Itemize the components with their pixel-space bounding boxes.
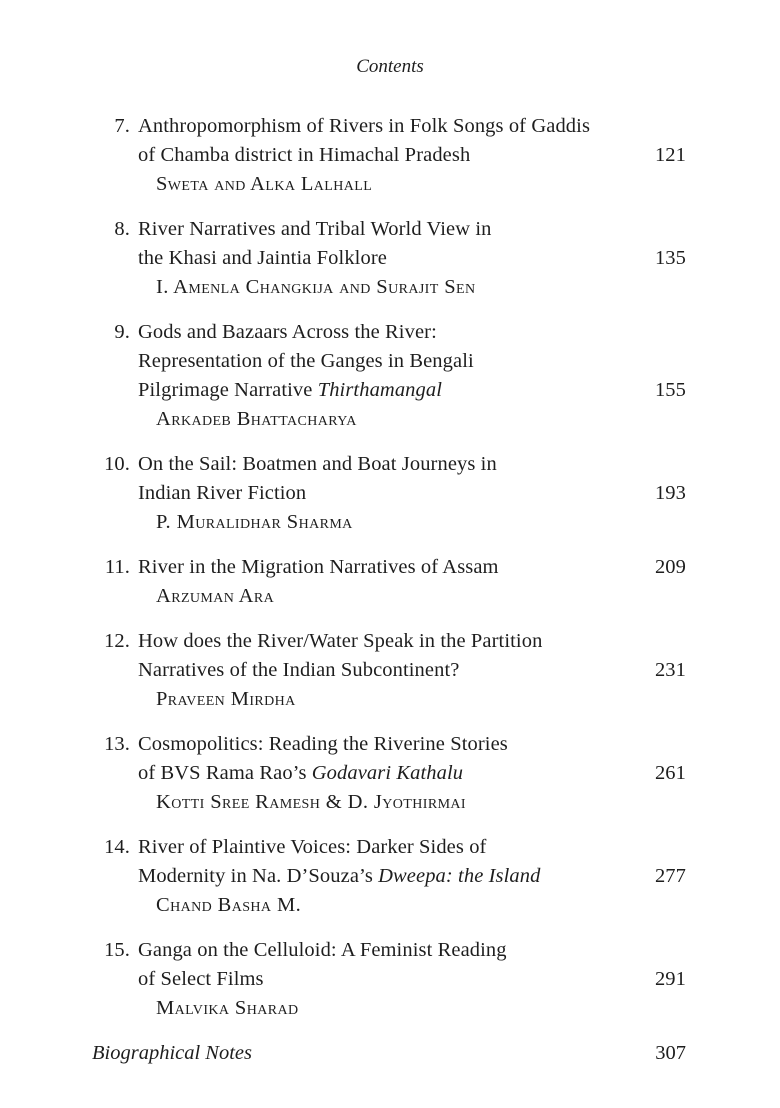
chapter-title (138, 215, 491, 244)
chapter-author: I. Amenla Changkija and Surajit Sen (156, 276, 476, 298)
page-number: 209 (654, 556, 686, 578)
entry-title-line (0, 244, 780, 273)
chapter-number: 8. (114, 218, 130, 240)
entry-title-line (0, 318, 780, 347)
italic-title-text: Thirthamangal (317, 379, 443, 401)
chapter-title (138, 965, 264, 994)
title-text: of Select Films (138, 968, 264, 990)
chapter-number: 15. (104, 939, 130, 961)
entry-title-line (0, 112, 780, 141)
chapter-author: Arkadeb Bhattacharya (156, 408, 357, 430)
chapter-author: Arzuman Ara (156, 585, 275, 607)
italic-title-text: Dweepa: the Island (378, 865, 541, 887)
chapter-title (138, 730, 508, 759)
entry-title-line (0, 833, 780, 862)
chapter-author: Malvika Sharad (156, 997, 299, 1019)
entry-title-line (0, 347, 780, 376)
chapter-title (138, 318, 437, 347)
chapter-author: Sweta and Alka Lalhall (156, 173, 373, 195)
chapter-number: 7. (114, 115, 130, 137)
table-of-contents (0, 112, 780, 1068)
toc-entry[interactable] (0, 936, 780, 1023)
title-text: How does the River/Water Speak in the Partition (138, 630, 543, 652)
title-text: of BVS Rama Rao’s (138, 762, 312, 784)
toc-entry[interactable] (0, 318, 780, 434)
chapter-author: Chand Basha M. (156, 894, 302, 916)
chapter-title (138, 450, 497, 479)
toc-entry[interactable] (0, 627, 780, 714)
title-text: Pilgrimage Narrative (138, 379, 318, 401)
title-text: Narratives of the Indian Subcontinent? (138, 659, 460, 681)
chapter-title (138, 112, 590, 141)
chapter-title (138, 936, 507, 965)
title-text: River Narratives and Tribal World View in (138, 218, 492, 240)
entry-title-line (0, 627, 780, 656)
title-text: Representation of the Ganges in Bengali (138, 350, 474, 372)
entry-title-line (0, 553, 780, 582)
chapter-number: 11. (104, 556, 130, 578)
toc-entry[interactable] (0, 215, 780, 302)
running-head: Contents (356, 56, 424, 77)
toc-entry[interactable] (0, 553, 780, 611)
chapter-author: Kotti Sree Ramesh & D. Jyothirmai (156, 791, 466, 813)
entry-title-line (0, 376, 780, 405)
chapter-title (138, 656, 459, 685)
chapter-title (138, 627, 542, 656)
back-matter-entry[interactable] (0, 1039, 780, 1068)
back-matter-label: Biographical Notes (92, 1042, 253, 1064)
italic-title-text: Godavari Kathalu (311, 762, 464, 784)
page-number: 277 (654, 865, 686, 887)
title-text: the Khasi and Jaintia Folklore (138, 247, 387, 269)
entry-title-line (0, 450, 780, 479)
chapter-number: 12. (104, 630, 130, 652)
entry-title-line (0, 862, 780, 891)
chapter-author: Praveen Mirdha (156, 688, 296, 710)
chapter-title (138, 833, 486, 862)
chapter-title (138, 759, 463, 788)
title-text: Indian River Fiction (138, 482, 307, 504)
toc-entry[interactable] (0, 833, 780, 920)
chapter-title (138, 553, 499, 582)
chapter-title (138, 141, 470, 170)
page-number: 307 (655, 1042, 686, 1064)
entry-title-line (0, 215, 780, 244)
title-text: River of Plaintive Voices: Darker Sides of (138, 836, 487, 858)
chapter-number: 9. (114, 321, 130, 343)
page-number: 155 (654, 379, 686, 401)
title-text: Gods and Bazaars Across the River: (138, 321, 437, 343)
entry-title-line (0, 759, 780, 788)
entry-title-line (0, 141, 780, 170)
chapter-title (138, 479, 306, 508)
title-text: Ganga on the Celluloid: A Feminist Reading (138, 939, 507, 961)
entry-title-line (0, 965, 780, 994)
toc-entry[interactable] (0, 112, 780, 199)
page-number: 261 (654, 762, 686, 784)
title-text: River in the Migration Narratives of Assam (138, 556, 499, 578)
title-text: On the Sail: Boatmen and Boat Journeys in (138, 453, 497, 475)
chapter-title (138, 376, 442, 405)
chapter-number: 10. (104, 453, 130, 475)
title-text: Cosmopolitics: Reading the Riverine Stories (138, 733, 508, 755)
toc-entry[interactable] (0, 730, 780, 817)
entry-title-line (0, 656, 780, 685)
chapter-title (138, 347, 474, 376)
chapter-title (138, 244, 387, 273)
title-text: Anthropomorphism of Rivers in Folk Songs of Gaddis (138, 115, 591, 137)
title-text: Modernity in Na. D’Souza’s (138, 865, 379, 887)
chapter-author: P. Muralidhar Sharma (156, 511, 353, 533)
entry-title-line (0, 936, 780, 965)
entry-title-line (0, 479, 780, 508)
chapter-title (138, 862, 540, 891)
toc-entry[interactable] (0, 450, 780, 537)
entry-title-line (0, 730, 780, 759)
page-number: 193 (654, 482, 686, 504)
page-number: 231 (654, 659, 686, 681)
chapter-number: 14. (104, 836, 130, 858)
page-number: 135 (654, 247, 686, 269)
page-number: 121 (654, 144, 686, 166)
title-text: of Chamba district in Himachal Pradesh (138, 144, 471, 166)
chapter-number: 13. (104, 733, 130, 755)
page-number: 291 (654, 968, 686, 990)
